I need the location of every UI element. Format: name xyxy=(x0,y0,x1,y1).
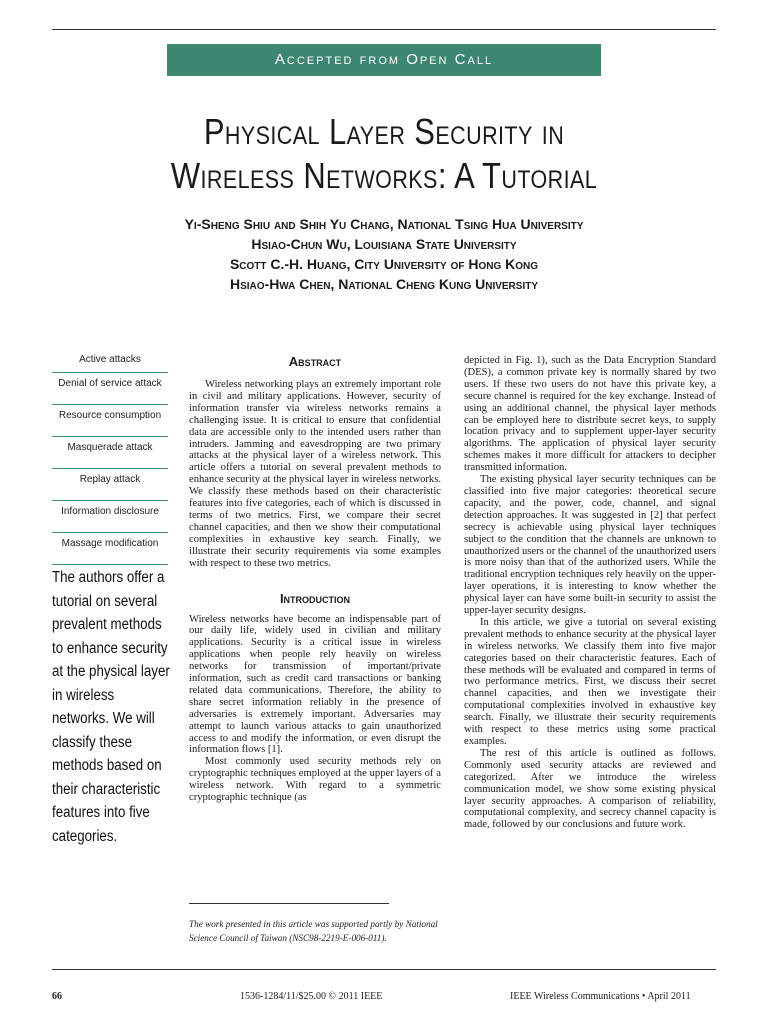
col2-paragraph-4: The rest of this article is outlined as follows. Commonly used security attacks are reviewed and categorized. After we introduce the wireless communication model, we show some existing physical layer security approaches. A comparison of reliability, computational complexity, and secrecy channel capacity is made, followed by our conclusions and future work. xyxy=(464,747,716,831)
author-line-4: Hsiao-Hwa Chen, National Cheng Kung University xyxy=(229,276,539,292)
col2-paragraph-2: The existing physical layer security techniques can be classified into five major categories: theoretical secure capacity, and the power, code, channel, and signal detection approaches. It was suggested in [2] that perfect secrecy is achievable using physical layer techniques subject to the condition that the channels are unknown to unauthorized users or the channel of the unauthorized users is more noisy than that of the authorized users. While the traditional encryption techniques rely heavily on the upper-layer operations, it is interesting to know whether the physical layer can have some built-in security to assist the upper-layer security designs. xyxy=(464,474,716,617)
author-list xyxy=(52,214,716,294)
attack-item: Active attacks xyxy=(52,349,168,373)
attack-item: Massage modification xyxy=(52,533,168,565)
attack-item: Masquerade attack xyxy=(52,437,168,469)
intro-paragraph-1: Wireless networks have become an indispensable part of our daily life, widely used in civilian and military applications. Security is a critical issue in wireless applications when people rely heavily on wireless networks for transmission of important/private information, such as credit card transactions or banking related data communications. Therefore, the ability to share secret information reliably in the presence of adversaries is extremely important. Adversaries may attempt to launch various attacks to gain unauthorized access to and modify the information, or even disrupt the information flows [1]. xyxy=(189,613,441,756)
footnote: The work presented in this article was supported partly by National Science Council of Taiwan (NSC98-2219-E-006-011). xyxy=(189,919,438,943)
author-line-2: Hsiao-Chun Wu, Louisiana State University xyxy=(251,236,517,252)
pull-quote: The authors offer a tutorial on several prevalent methods to enhance security at the physical layer in wireless networks. We will classify these methods based on their characteristic features into five categories. xyxy=(52,569,170,845)
bottom-rule xyxy=(52,969,716,970)
attack-item: Resource consumption xyxy=(52,405,168,437)
attack-item: Information disclosure xyxy=(52,501,168,533)
footnote-rule xyxy=(189,903,389,904)
introduction-heading: Introduction xyxy=(279,590,351,606)
col2-paragraph-1: depicted in Fig. 1), such as the Data Encryption Standard (DES), a common private key is normally shared by two users. If these two users do not have this private key, a secure channel is required for the key exchange. Instead of using an additional channel, the physical layer methods can be employed here to distribute secret keys, to supply location privacy and to supplement upper-layer security algorithms. The application of physical layer security schemes makes it more difficult for attackers to decipher transmitted information. xyxy=(464,355,716,474)
attack-taxonomy-sidebar xyxy=(52,349,168,565)
journal-name: IEEE Wireless Communications • April 2011 xyxy=(510,991,691,1002)
issn-copyright: 1536-1284/11/$25.00 © 2011 IEEE xyxy=(240,991,383,1002)
col2-paragraph-3: In this article, we give a tutorial on several existing prevalent methods to enhance security at the physical layer in wireless networks. We classify them into five major categories based on their characteristic features. Each of these methods will be evaluated and compared in terms of two performance metrics. First, we discuss their secret channel capacities, and then we investigate their computational complexities involved in exhaustive key search. Finally, we illustrate their security requirements with respect to these metrics using some practical examples. xyxy=(464,616,716,747)
intro-paragraph-2: Most commonly used security methods rely on cryptographic techniques employed at the upper layers of a wireless network. With regard to a symmetric cryptographic technique (as xyxy=(189,756,441,804)
title-line-2: Wireless Networks: A Tutorial xyxy=(170,155,598,196)
author-line-1: Yi-Sheng Shiu and Shih Yu Chang, National Tsing Hua University xyxy=(184,216,584,232)
column-2 xyxy=(464,355,716,831)
attack-item: Replay attack xyxy=(52,469,168,501)
column-1 xyxy=(189,355,441,804)
paper-title xyxy=(98,110,669,198)
section-banner: Accepted from Open Call xyxy=(167,44,601,76)
page-number: 66 xyxy=(52,991,62,1002)
top-rule xyxy=(52,29,716,30)
abstract-heading: Abstract xyxy=(288,354,342,369)
title-line-1: Physical Layer Security in xyxy=(203,111,565,152)
abstract-text: Wireless networking plays an extremely important role in civil and military applications. However, security of information transfer via wireless networks remains a challenging issue. It is critical to ensure that confidential data are accessible only to the intended users rather than intruders. Jamming and eavesdropping are two primary attacks at the physical layer of a wireless network. This article offers a tutorial on several prevalent methods to enhance security at the physical layer in wireless networks. We classify these methods based on their characteristic features into five categories, each of which is discussed in terms of two metrics. First, we compare their secret channel capacities, and then we show their computational complexities in exhaustive key search. Finally, we illustrate their security requirements via some examples with respect to these two metrics. xyxy=(189,379,441,569)
author-line-3: Scott C.-H. Huang, City University of Hong Kong xyxy=(229,256,539,272)
attack-item: Denial of service attack xyxy=(52,373,168,405)
